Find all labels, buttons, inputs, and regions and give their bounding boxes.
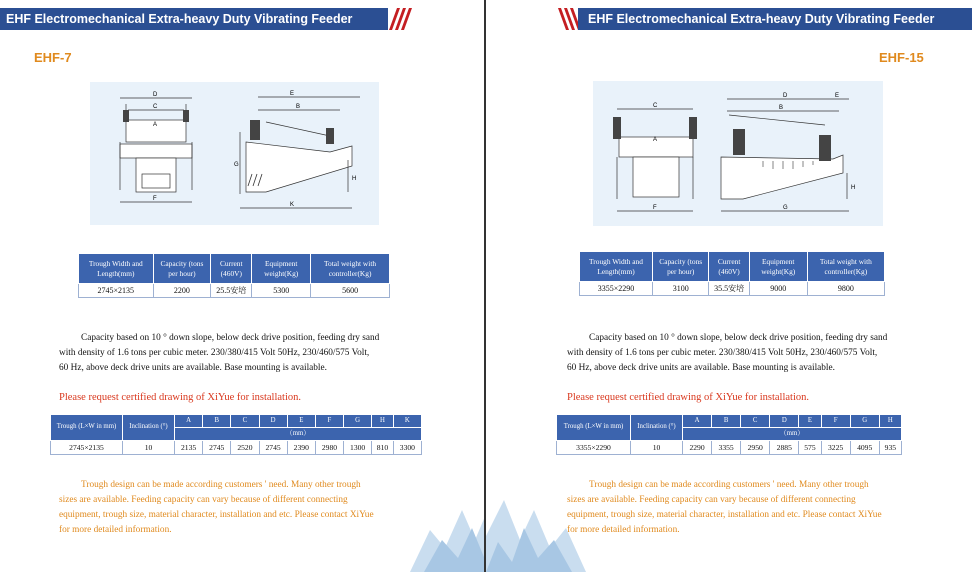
side-label-g: G: [234, 162, 239, 168]
spec-cell: 3100: [653, 282, 709, 296]
front-label-a: A: [653, 137, 658, 143]
installation-request: Please request certified drawing of XiYue for installation.: [567, 392, 810, 403]
feeder-technical-drawing: [593, 81, 883, 226]
dim-cell: 810: [372, 441, 394, 455]
description-line: with density of 1.6 tons per cubic meter. 230/380/415 Volt 50Hz, 230/460/575 Volt,: [59, 348, 370, 358]
dim-cell: 3355: [712, 441, 741, 455]
dim-letter: A: [683, 415, 712, 428]
dim-cell: 2135: [175, 441, 203, 455]
spec-cell: 9800: [807, 282, 884, 296]
spec-cell: 25.5安培: [211, 284, 252, 298]
dim-letter: F: [315, 415, 343, 428]
dim-header-trough: Trough (L×W in mm): [51, 415, 123, 441]
page-banner: [578, 8, 972, 30]
side-label-b: B: [779, 105, 784, 111]
front-label-d: D: [153, 92, 158, 98]
dimension-table: [556, 414, 902, 455]
side-label-h: H: [352, 176, 357, 182]
side-label-g: G: [783, 205, 788, 211]
table-row: [79, 284, 390, 298]
note-line: Trough design can be made according customers ' need. Many other trough: [81, 480, 361, 490]
side-drive-coils: [250, 120, 334, 144]
side-label-k: K: [290, 202, 295, 208]
dim-letter: G: [344, 415, 372, 428]
spec-header-row: [79, 254, 390, 284]
note-line: for more detailed information.: [59, 525, 172, 535]
table-row: [557, 441, 902, 455]
installation-request: Please request certified drawing of XiYue for installation.: [59, 392, 302, 403]
model-label: EHF-7: [34, 50, 72, 65]
dim-letter: K: [393, 415, 421, 428]
side-label-h: H: [851, 185, 856, 191]
spec-cell: 9000: [749, 282, 807, 296]
description-line: with density of 1.6 tons per cubic meter. 230/380/415 Volt 50Hz, 230/460/575 Volt,: [567, 348, 878, 358]
spec-header-capacity: Capacity (tons per hour): [653, 252, 709, 282]
dim-letter: C: [231, 415, 259, 428]
description-line: 60 Hz, above deck drive units are available. Base mounting is available.: [567, 363, 835, 373]
side-label-b: B: [296, 104, 301, 110]
dim-cell: 10: [631, 441, 683, 455]
dim-cell: 2745×2135: [51, 441, 123, 455]
description-line: Capacity based on 10 ° down slope, below deck drive position, feeding dry sand: [589, 333, 888, 343]
banner-title: EHF Electromechanical Extra-heavy Duty Vibrating Feeder: [6, 12, 353, 26]
dim-letter: B: [712, 415, 741, 428]
front-label-f: F: [653, 205, 657, 211]
note-line: Trough design can be made according customers ' need. Many other trough: [589, 480, 869, 490]
dim-cell: 3225: [821, 441, 850, 455]
ice-splash-decoration: [486, 470, 596, 572]
side-label-d: D: [783, 93, 788, 99]
note-line: sizes are available. Feeding capacity can vary because of different connecting: [59, 495, 348, 505]
dim-cell: 2885: [770, 441, 799, 455]
side-drive-coils: [733, 129, 831, 161]
dim-cell: 935: [879, 441, 901, 455]
dim-header-inclination: Inclination (°): [631, 415, 683, 441]
dim-cell: 4095: [850, 441, 879, 455]
note-line: for more detailed information.: [567, 525, 680, 535]
dim-letter: H: [879, 415, 901, 428]
table-row: [580, 282, 885, 296]
dim-letter: G: [850, 415, 879, 428]
model-label: EHF-15: [879, 50, 924, 65]
ice-splash-decoration: [400, 470, 486, 572]
dim-header-trough: Trough (L×W in mm): [557, 415, 631, 441]
table-row: [51, 441, 422, 455]
note-line: equipment, trough size, material character, installation and etc. Please contact XiYue: [59, 510, 374, 520]
dim-letter: E: [287, 415, 315, 428]
right-page: [486, 0, 972, 572]
dim-unit: （mm）: [683, 428, 902, 441]
dim-unit: （mm）: [175, 428, 422, 441]
dim-cell: 2950: [741, 441, 770, 455]
spec-cell: 5600: [311, 284, 390, 298]
spec-header-current: Current (460V): [709, 252, 749, 282]
dimension-letter-row: [51, 415, 422, 428]
front-label-a: A: [153, 122, 158, 128]
dim-letter: A: [175, 415, 203, 428]
feeder-technical-drawing: [90, 82, 379, 225]
dim-cell: 3355×2290: [557, 441, 631, 455]
banner-stripes-decoration: [386, 8, 412, 30]
spec-header-row: [580, 252, 885, 282]
dim-letter: F: [821, 415, 850, 428]
banner-title: EHF Electromechanical Extra-heavy Duty Vibrating Feeder: [588, 12, 935, 26]
dim-header-inclination: Inclination (°): [123, 415, 175, 441]
dim-letter: H: [372, 415, 394, 428]
dim-cell: 2745: [203, 441, 231, 455]
capacity-description: [567, 331, 912, 376]
spec-header-equipment-weight: Equipment weight(Kg): [252, 254, 311, 284]
dim-letter: D: [259, 415, 287, 428]
spec-cell: 2745×2135: [79, 284, 154, 298]
spec-header-current: Current (460V): [211, 254, 252, 284]
dim-letter: B: [203, 415, 231, 428]
dim-cell: 2745: [259, 441, 287, 455]
spec-table: [78, 253, 390, 298]
side-label-e: E: [835, 93, 840, 99]
dim-letter: E: [799, 415, 821, 428]
spec-header-total-weight: Total weight with controller(Kg): [311, 254, 390, 284]
spec-table: [579, 251, 885, 296]
spec-header-equipment-weight: Equipment weight(Kg): [749, 252, 807, 282]
spec-cell: 5300: [252, 284, 311, 298]
front-drive-coils: [613, 117, 697, 139]
front-label-c: C: [653, 103, 658, 109]
dim-cell: 2520: [231, 441, 259, 455]
dim-cell: 2390: [287, 441, 315, 455]
front-label-c: C: [153, 104, 158, 110]
description-line: Capacity based on 10 ° down slope, below deck drive position, feeding dry sand: [81, 333, 380, 343]
page-banner: [0, 8, 388, 30]
spec-cell: 35.5安培: [709, 282, 749, 296]
dim-letter: D: [770, 415, 799, 428]
spec-header-total-weight: Total weight with controller(Kg): [807, 252, 884, 282]
dim-cell: 10: [123, 441, 175, 455]
spec-cell: 3355×2290: [580, 282, 653, 296]
dimension-letter-row: [557, 415, 902, 428]
capacity-description: [59, 331, 407, 376]
side-label-e: E: [290, 91, 295, 97]
dim-cell: 1300: [344, 441, 372, 455]
dim-cell: 575: [799, 441, 821, 455]
description-line: 60 Hz, above deck drive units are available. Base mounting is available.: [59, 363, 327, 373]
trough-design-note: [59, 478, 409, 538]
spec-cell: 2200: [153, 284, 211, 298]
note-line: sizes are available. Feeding capacity can vary because of different connecting: [567, 495, 856, 505]
dim-cell: 3300: [393, 441, 421, 455]
trough-design-note: [567, 478, 912, 538]
front-label-f: F: [153, 196, 157, 202]
dim-cell: 2290: [683, 441, 712, 455]
dim-letter: C: [741, 415, 770, 428]
spec-header-capacity: Capacity (tons per hour): [153, 254, 211, 284]
dimension-table: [50, 414, 422, 455]
spec-header-trough: Trough Width and Length(mm): [580, 252, 653, 282]
note-line: equipment, trough size, material character, installation and etc. Please contact XiYue: [567, 510, 882, 520]
dim-cell: 2980: [315, 441, 343, 455]
spec-header-trough: Trough Width and Length(mm): [79, 254, 154, 284]
